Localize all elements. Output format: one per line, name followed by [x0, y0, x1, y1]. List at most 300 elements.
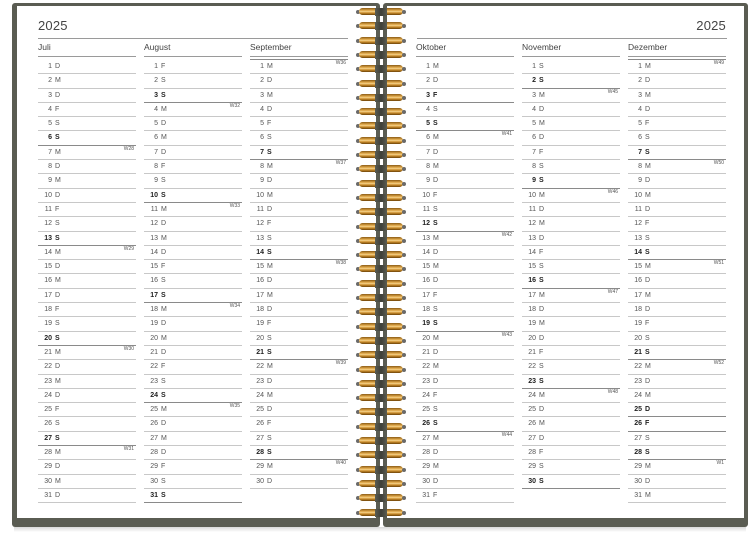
day-row[interactable] — [38, 317, 136, 331]
spine-gap — [375, 437, 387, 445]
day-row[interactable] — [144, 332, 242, 346]
punch-hole — [402, 10, 406, 14]
day-row[interactable] — [250, 103, 348, 117]
day-row[interactable] — [522, 203, 620, 217]
day-row[interactable] — [250, 189, 348, 203]
spiral-ring — [356, 351, 406, 359]
day-row[interactable] — [38, 360, 136, 374]
spiral-ring — [356, 223, 406, 231]
day-row[interactable] — [628, 432, 726, 446]
day-row[interactable] — [144, 375, 242, 389]
day-row[interactable] — [38, 475, 136, 489]
day-number: 14 — [150, 248, 158, 256]
day-row[interactable] — [38, 160, 136, 174]
day-row[interactable] — [38, 260, 136, 274]
day-row[interactable] — [250, 432, 348, 446]
weekday-letter: S — [433, 120, 438, 128]
weekday-letter: M — [539, 120, 545, 128]
day-list — [38, 60, 136, 503]
day-row[interactable] — [416, 174, 514, 188]
weekday-letter: D — [433, 148, 439, 156]
day-row[interactable] — [522, 103, 620, 117]
weekday-letter: F — [161, 463, 166, 471]
day-row[interactable] — [250, 417, 348, 431]
weekday-letter: M — [55, 177, 61, 185]
day-row[interactable] — [144, 289, 242, 303]
day-row[interactable] — [144, 403, 242, 417]
day-row[interactable] — [416, 203, 514, 217]
day-number: 8 — [532, 163, 536, 171]
day-number: 11 — [422, 205, 430, 213]
weekday-letter: D — [433, 449, 439, 457]
weekday-letter: D — [267, 205, 273, 213]
day-row[interactable] — [144, 303, 242, 317]
day-row[interactable] — [416, 489, 514, 503]
day-number: 15 — [256, 263, 264, 271]
day-row[interactable] — [628, 189, 726, 203]
day-row[interactable] — [416, 475, 514, 489]
day-row[interactable] — [522, 403, 620, 417]
day-row[interactable] — [38, 232, 136, 246]
day-row[interactable] — [144, 274, 242, 288]
month-column — [522, 42, 620, 489]
day-number: 21 — [634, 348, 642, 356]
day-row[interactable] — [250, 446, 348, 460]
spiral-ring — [356, 22, 406, 30]
day-row[interactable] — [416, 446, 514, 460]
day-row[interactable] — [144, 489, 242, 503]
day-row[interactable] — [144, 246, 242, 260]
day-row[interactable] — [628, 174, 726, 188]
weekday-letter: S — [267, 434, 272, 442]
day-number: 26 — [528, 420, 536, 428]
day-row[interactable] — [144, 346, 242, 360]
day-row[interactable] — [628, 475, 726, 489]
day-row[interactable] — [144, 232, 242, 246]
day-number: 17 — [528, 291, 536, 299]
day-row[interactable] — [522, 246, 620, 260]
weekday-letter: D — [539, 134, 545, 142]
day-number: 14 — [256, 248, 264, 256]
day-row[interactable] — [250, 332, 348, 346]
day-row[interactable] — [522, 417, 620, 431]
day-number: 22 — [256, 363, 264, 371]
day-row[interactable] — [522, 174, 620, 188]
day-row[interactable] — [628, 217, 726, 231]
day-row[interactable] — [628, 460, 726, 474]
day-row[interactable] — [250, 246, 348, 260]
day-row[interactable] — [416, 103, 514, 117]
day-row[interactable] — [250, 389, 348, 403]
day-row[interactable] — [522, 131, 620, 145]
day-row[interactable] — [250, 303, 348, 317]
day-number: 27 — [44, 434, 52, 442]
day-number: 4 — [532, 105, 536, 113]
day-row[interactable] — [628, 117, 726, 131]
day-row[interactable] — [38, 146, 136, 160]
weekday-letter: F — [267, 420, 272, 428]
day-row[interactable] — [628, 103, 726, 117]
punch-hole — [402, 82, 406, 86]
day-row[interactable] — [144, 189, 242, 203]
day-row[interactable] — [38, 332, 136, 346]
day-row[interactable] — [38, 375, 136, 389]
day-row[interactable] — [522, 260, 620, 274]
day-row[interactable] — [522, 89, 620, 103]
week-number: W43 — [501, 331, 512, 338]
day-row[interactable] — [144, 317, 242, 331]
day-row[interactable] — [144, 60, 242, 74]
day-row[interactable] — [416, 89, 514, 103]
day-row[interactable] — [522, 274, 620, 288]
day-row[interactable] — [250, 60, 348, 74]
weekday-letter: D — [267, 477, 273, 485]
day-row[interactable] — [416, 332, 514, 346]
day-row[interactable] — [522, 60, 620, 74]
day-row[interactable] — [38, 432, 136, 446]
day-row[interactable] — [250, 289, 348, 303]
day-number: 11 — [634, 205, 642, 213]
spiral-ring — [356, 323, 406, 331]
month-column — [144, 42, 242, 503]
spine-gap — [375, 165, 387, 173]
day-row[interactable] — [628, 60, 726, 74]
day-number: 7 — [48, 148, 52, 156]
day-row[interactable] — [38, 489, 136, 503]
day-row[interactable] — [144, 131, 242, 145]
week-number: W47 — [607, 288, 618, 295]
day-row[interactable] — [416, 389, 514, 403]
day-row[interactable] — [522, 432, 620, 446]
day-row[interactable] — [522, 332, 620, 346]
weekday-letter: S — [55, 120, 60, 128]
weekday-letter: M — [267, 391, 273, 399]
day-row[interactable] — [416, 117, 514, 131]
day-row[interactable] — [628, 160, 726, 174]
day-row[interactable] — [416, 417, 514, 431]
day-number: 29 — [150, 463, 158, 471]
day-number: 23 — [44, 377, 52, 385]
day-row[interactable] — [522, 460, 620, 474]
day-number: 21 — [422, 348, 430, 356]
day-number: 5 — [638, 120, 642, 128]
day-row[interactable] — [628, 346, 726, 360]
day-row[interactable] — [250, 174, 348, 188]
day-row[interactable] — [38, 217, 136, 231]
day-row[interactable] — [416, 317, 514, 331]
day-row[interactable] — [628, 303, 726, 317]
day-row[interactable] — [416, 289, 514, 303]
day-row[interactable] — [628, 389, 726, 403]
day-row[interactable] — [144, 103, 242, 117]
day-row[interactable] — [250, 346, 348, 360]
day-row[interactable] — [38, 389, 136, 403]
day-row[interactable] — [522, 360, 620, 374]
day-row[interactable] — [38, 131, 136, 145]
weekday-letter: F — [161, 63, 166, 70]
day-row[interactable] — [628, 375, 726, 389]
weekday-letter: M — [645, 291, 651, 299]
week-number: W38 — [335, 260, 346, 267]
weekday-letter: S — [267, 334, 272, 342]
day-row[interactable] — [522, 475, 620, 489]
day-row[interactable] — [144, 360, 242, 374]
day-row[interactable] — [144, 217, 242, 231]
day-row[interactable] — [628, 131, 726, 145]
day-row[interactable] — [628, 489, 726, 503]
weekday-letter: M — [645, 63, 651, 70]
weekday-letter: S — [645, 234, 650, 242]
spine-gap — [375, 22, 387, 30]
week-number: W50 — [713, 160, 724, 167]
day-row[interactable] — [144, 203, 242, 217]
spiral-ring — [356, 251, 406, 259]
day-number: 6 — [426, 134, 430, 142]
day-row[interactable] — [250, 375, 348, 389]
day-row[interactable] — [250, 460, 348, 474]
weekday-letter: M — [433, 234, 439, 242]
day-row[interactable] — [144, 74, 242, 88]
day-row[interactable] — [38, 403, 136, 417]
day-row[interactable] — [416, 460, 514, 474]
day-row[interactable] — [250, 160, 348, 174]
day-number: 30 — [528, 477, 536, 485]
day-number: 24 — [44, 391, 52, 399]
spine-gap — [375, 251, 387, 259]
day-row[interactable] — [144, 446, 242, 460]
day-row[interactable] — [144, 475, 242, 489]
weekday-letter: D — [161, 449, 167, 457]
day-row[interactable] — [250, 117, 348, 131]
day-row[interactable] — [144, 417, 242, 431]
day-row[interactable] — [38, 103, 136, 117]
day-row[interactable] — [416, 375, 514, 389]
day-row[interactable] — [38, 303, 136, 317]
day-row[interactable] — [144, 146, 242, 160]
day-row[interactable] — [522, 375, 620, 389]
punch-hole — [402, 482, 406, 486]
day-number: 22 — [634, 363, 642, 371]
punch-hole — [402, 325, 406, 329]
week-number: W37 — [335, 160, 346, 167]
day-row[interactable] — [250, 260, 348, 274]
day-number: 13 — [44, 234, 52, 242]
day-row[interactable] — [250, 274, 348, 288]
weekday-letter: S — [267, 248, 272, 256]
day-row[interactable] — [250, 131, 348, 145]
day-row[interactable] — [38, 203, 136, 217]
weekday-letter: D — [55, 291, 61, 299]
spiral-ring — [356, 122, 406, 130]
day-row[interactable] — [522, 232, 620, 246]
day-row[interactable] — [522, 117, 620, 131]
day-number: 13 — [256, 234, 264, 242]
weekday-letter: D — [645, 477, 651, 485]
day-number: 6 — [154, 134, 158, 142]
week-number: W1 — [716, 460, 724, 467]
weekday-letter: D — [645, 77, 651, 85]
day-row[interactable] — [416, 432, 514, 446]
day-row[interactable] — [144, 260, 242, 274]
day-row[interactable] — [38, 174, 136, 188]
day-row[interactable] — [522, 317, 620, 331]
weekday-letter: F — [539, 148, 544, 156]
day-number: 21 — [256, 348, 264, 356]
weekday-letter: M — [55, 277, 61, 285]
day-row[interactable] — [628, 260, 726, 274]
day-row[interactable] — [144, 389, 242, 403]
day-row[interactable] — [416, 260, 514, 274]
day-row[interactable] — [628, 403, 726, 417]
day-number: 1 — [260, 63, 264, 70]
day-number: 17 — [256, 291, 264, 299]
day-number: 2 — [154, 77, 158, 85]
day-number: 17 — [150, 291, 158, 299]
day-number: 10 — [44, 191, 52, 199]
day-row[interactable] — [416, 146, 514, 160]
day-row[interactable] — [250, 317, 348, 331]
day-row[interactable] — [38, 346, 136, 360]
day-row[interactable] — [522, 446, 620, 460]
day-row[interactable] — [38, 89, 136, 103]
day-row[interactable] — [38, 274, 136, 288]
day-row[interactable] — [416, 217, 514, 231]
day-row[interactable] — [250, 74, 348, 88]
day-row[interactable] — [416, 403, 514, 417]
day-row[interactable] — [416, 346, 514, 360]
day-number: 12 — [422, 220, 430, 228]
day-row[interactable] — [250, 217, 348, 231]
day-row[interactable] — [144, 432, 242, 446]
day-row[interactable] — [628, 203, 726, 217]
spiral-ring — [356, 423, 406, 431]
day-row[interactable] — [522, 389, 620, 403]
weekday-letter: D — [645, 306, 651, 314]
day-row[interactable] — [522, 146, 620, 160]
day-row[interactable] — [250, 89, 348, 103]
spine-gap — [375, 451, 387, 459]
day-row[interactable] — [38, 74, 136, 88]
day-number: 1 — [426, 63, 430, 70]
day-row[interactable] — [250, 403, 348, 417]
weekday-letter: S — [645, 248, 650, 256]
day-row[interactable] — [416, 74, 514, 88]
day-row[interactable] — [416, 60, 514, 74]
weekday-letter: F — [645, 420, 650, 428]
day-row[interactable] — [628, 89, 726, 103]
spiral-ring — [356, 494, 406, 502]
day-number: 28 — [528, 449, 536, 457]
day-number: 11 — [44, 205, 52, 213]
day-row[interactable] — [628, 289, 726, 303]
week-number: W46 — [607, 188, 618, 195]
day-number: 8 — [426, 163, 430, 171]
day-row[interactable] — [522, 160, 620, 174]
day-row[interactable] — [250, 146, 348, 160]
day-row[interactable] — [250, 360, 348, 374]
day-row[interactable] — [38, 417, 136, 431]
day-row[interactable] — [144, 160, 242, 174]
weekday-letter: S — [539, 63, 544, 70]
day-row[interactable] — [522, 289, 620, 303]
day-row[interactable] — [416, 303, 514, 317]
day-row[interactable] — [250, 203, 348, 217]
day-row[interactable] — [628, 317, 726, 331]
day-row[interactable] — [628, 417, 726, 431]
spiral-ring — [356, 94, 406, 102]
weekday-letter: D — [55, 463, 61, 471]
day-row[interactable] — [38, 60, 136, 74]
spine-gap — [375, 94, 387, 102]
weekday-letter: F — [55, 406, 60, 414]
weekday-letter: S — [267, 348, 272, 356]
day-row[interactable] — [416, 232, 514, 246]
day-row[interactable] — [38, 189, 136, 203]
day-row[interactable] — [628, 232, 726, 246]
weekday-letter: D — [55, 91, 61, 99]
weekday-letter: F — [645, 220, 650, 228]
spiral-ring — [356, 337, 406, 345]
day-row[interactable] — [628, 74, 726, 88]
day-row[interactable] — [522, 189, 620, 203]
day-row[interactable] — [38, 446, 136, 460]
day-row[interactable] — [38, 246, 136, 260]
day-row[interactable] — [144, 174, 242, 188]
day-row[interactable] — [628, 274, 726, 288]
spine-gap — [375, 494, 387, 502]
day-number: 17 — [634, 291, 642, 299]
day-row[interactable] — [628, 146, 726, 160]
day-row[interactable] — [38, 460, 136, 474]
month-rule — [250, 56, 348, 57]
day-number: 20 — [634, 334, 642, 342]
day-row[interactable] — [522, 74, 620, 88]
weekday-letter: D — [433, 377, 439, 385]
day-number: 22 — [44, 363, 52, 371]
day-row[interactable] — [144, 460, 242, 474]
day-row[interactable] — [250, 232, 348, 246]
weekday-letter: F — [433, 491, 438, 499]
day-row[interactable] — [38, 289, 136, 303]
weekday-letter: S — [161, 391, 166, 399]
day-row[interactable] — [38, 117, 136, 131]
weekday-letter: M — [433, 163, 439, 171]
day-row[interactable] — [144, 117, 242, 131]
day-number: 16 — [528, 277, 536, 285]
day-row[interactable] — [522, 346, 620, 360]
day-row[interactable] — [416, 246, 514, 260]
day-row[interactable] — [628, 246, 726, 260]
day-row[interactable] — [416, 131, 514, 145]
day-number: 28 — [422, 449, 430, 457]
day-number: 13 — [150, 234, 158, 242]
day-row[interactable] — [416, 160, 514, 174]
day-row[interactable] — [522, 217, 620, 231]
day-row[interactable] — [144, 89, 242, 103]
spiral-ring — [356, 180, 406, 188]
weekday-letter: F — [433, 291, 438, 299]
day-number: 23 — [634, 377, 642, 385]
day-row[interactable] — [250, 475, 348, 489]
day-row[interactable] — [416, 360, 514, 374]
day-row[interactable] — [416, 274, 514, 288]
day-row[interactable] — [628, 360, 726, 374]
day-row[interactable] — [522, 303, 620, 317]
day-row[interactable] — [416, 189, 514, 203]
day-row[interactable] — [628, 332, 726, 346]
day-number: 23 — [256, 377, 264, 385]
day-row[interactable] — [628, 446, 726, 460]
